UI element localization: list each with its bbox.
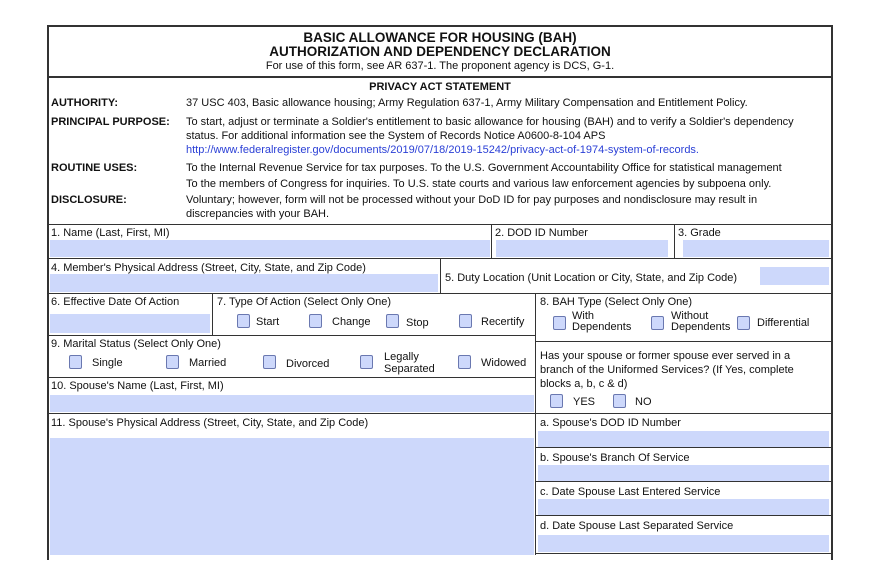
routine-text: To the Internal Revenue Service for tax purposes. To the U.S. Government Accountability Office for statistical management — [186, 162, 782, 174]
legally-label: Legally — [384, 351, 419, 363]
routine-text-2: To the members of Congress for inquiries. To U.S. state courts and various law enforcement agencies by subpoena only. — [186, 178, 772, 190]
with-dependents-checkbox[interactable] — [553, 316, 566, 330]
separated-label: Separated — [384, 363, 435, 375]
authority-text: 37 USC 403, Basic allowance housing; Army Regulation 637-1, Army Military Compensation and Entitlement Policy. — [186, 97, 748, 109]
spouse-branch-label: b. Spouse's Branch Of Service — [540, 452, 690, 464]
dodid-label: 2. DOD ID Number — [495, 227, 588, 239]
divider — [47, 413, 833, 414]
effective-label: 6. Effective Date Of Action — [51, 296, 180, 308]
purpose-text: To start, adjust or terminate a Soldier's entitlement to basic allowance for housing (BAH) and to verify a Soldier's dependency — [186, 116, 794, 128]
authority-label: AUTHORITY: — [51, 97, 119, 109]
disclosure-text-2: discrepancies with your BAH. — [186, 208, 330, 220]
effective-date-input[interactable] — [50, 314, 210, 333]
divider — [491, 224, 492, 258]
married-label: Married — [189, 357, 227, 369]
divider — [212, 293, 213, 335]
disclosure-label: DISCLOSURE: — [51, 194, 127, 206]
action-label: 7. Type Of Action (Select Only One) — [217, 296, 392, 308]
single-checkbox[interactable] — [69, 355, 82, 369]
name-label: 1. Name (Last, First, MI) — [51, 227, 170, 239]
purpose-text-2: status. For additional information see the System of Records Notice A0600-8-104 APS — [186, 130, 606, 142]
divorced-checkbox[interactable] — [263, 355, 276, 369]
with-label: With — [572, 310, 594, 322]
start-checkbox[interactable] — [237, 314, 250, 328]
divorced-label: Divorced — [286, 358, 330, 370]
purpose-label: PRINCIPAL PURPOSE: — [51, 116, 170, 128]
single-label: Single — [92, 357, 123, 369]
divider — [535, 341, 833, 342]
stop-label: Stop — [406, 317, 429, 329]
marital-label: 9. Marital Status (Select Only One) — [51, 338, 221, 350]
recertify-label: Recertify — [481, 316, 525, 328]
spouse-separated-input[interactable] — [538, 535, 829, 552]
bah-type-label: 8. BAH Type (Select Only One) — [540, 296, 693, 308]
sorn-link[interactable]: http://www.federalregister.gov/documents/2019/07/18/2019-15242/privacy-act-of-1974-system-of-records. — [186, 144, 699, 156]
divider — [535, 447, 833, 448]
recertify-checkbox[interactable] — [459, 314, 472, 328]
spouse-separated-label: d. Date Spouse Last Separated Service — [540, 520, 734, 532]
duty-label: 5. Duty Location (Unit Location or City, State, and Zip Code) — [445, 272, 738, 284]
spouse-dodid-input[interactable] — [538, 431, 829, 447]
address-label: 4. Member's Physical Address (Street, City, State, and Zip Code) — [51, 262, 366, 274]
spouse-address-input[interactable] — [50, 438, 534, 555]
spouse-name-input[interactable] — [50, 395, 534, 412]
start-label: Start — [256, 316, 280, 328]
no-checkbox[interactable] — [613, 394, 626, 408]
change-label: Change — [332, 316, 371, 328]
duty-input[interactable] — [760, 267, 829, 285]
divider — [47, 76, 833, 78]
spouse-name-label: 10. Spouse's Name (Last, First, MI) — [51, 380, 224, 392]
stop-checkbox[interactable] — [386, 314, 399, 328]
divider — [535, 553, 833, 554]
served-question-2: branch of the Uniformed Services? (If Yes, complete — [540, 364, 794, 376]
grade-input[interactable] — [683, 240, 829, 257]
yes-checkbox[interactable] — [550, 394, 563, 408]
legally-separated-checkbox[interactable] — [360, 355, 373, 369]
form-subtitle: For use of this form, see AR 637-1. The proponent agency is DCS, G-1. — [265, 60, 615, 72]
spouse-dodid-label: a. Spouse's DOD ID Number — [540, 417, 681, 429]
form-title-2: AUTHORIZATION AND DEPENDENCY DECLARATION — [269, 44, 611, 59]
divider — [535, 515, 833, 516]
routine-label: ROUTINE USES: — [51, 162, 138, 174]
served-question: Has your spouse or former spouse ever served in a — [540, 350, 791, 362]
change-checkbox[interactable] — [309, 314, 322, 328]
with-dependents-label: Dependents — [572, 321, 632, 333]
no-label: NO — [635, 396, 652, 408]
divider — [674, 224, 675, 258]
divider — [47, 377, 535, 378]
spouse-entered-input[interactable] — [538, 499, 829, 515]
grade-label: 3. Grade — [678, 227, 721, 239]
form-title: BASIC ALLOWANCE FOR HOUSING (BAH) — [303, 30, 577, 45]
without-label: Without — [671, 310, 709, 322]
address-input[interactable] — [50, 274, 438, 292]
widowed-label: Widowed — [481, 357, 527, 369]
divider — [47, 335, 535, 336]
divider — [440, 258, 441, 293]
divider — [535, 481, 833, 482]
divider — [47, 293, 833, 294]
privacy-heading: PRIVACY ACT STATEMENT — [369, 81, 511, 93]
married-checkbox[interactable] — [166, 355, 179, 369]
divider — [47, 224, 833, 225]
differential-label: Differential — [757, 317, 810, 329]
differential-checkbox[interactable] — [737, 316, 750, 330]
without-dependents-checkbox[interactable] — [651, 316, 664, 330]
spouse-branch-input[interactable] — [538, 465, 829, 481]
served-question-3: blocks a, b, c & d) — [540, 378, 628, 390]
yes-label: YES — [573, 396, 596, 408]
name-input[interactable] — [50, 240, 490, 257]
dodid-input[interactable] — [496, 240, 668, 257]
widowed-checkbox[interactable] — [458, 355, 471, 369]
without-dependents-label: Dependents — [671, 321, 731, 333]
disclosure-text: Voluntary; however, form will not be processed without your DoD ID for pay purposes and nondisclosure may result in — [186, 194, 758, 206]
spouse-address-label: 11. Spouse's Physical Address (Street, City, State, and Zip Code) — [51, 417, 369, 429]
spouse-entered-label: c. Date Spouse Last Entered Service — [540, 486, 721, 498]
